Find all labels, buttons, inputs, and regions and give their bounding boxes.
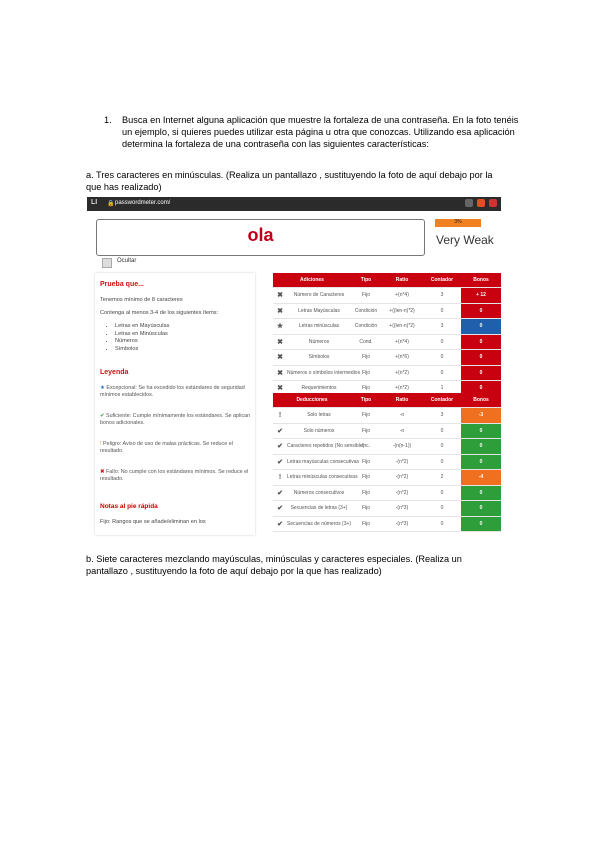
criterion-count: 0 — [423, 516, 461, 532]
criterion-name: Números consecutivos — [287, 485, 351, 501]
header-cell: Contador — [423, 393, 461, 408]
criterion-rate: +(n*2) — [381, 381, 423, 397]
criterion-bonus: 0 — [461, 303, 501, 319]
deductions-table — [273, 393, 501, 532]
criterion-rate: -n — [381, 408, 423, 424]
cross-icon: ✖ — [273, 381, 287, 397]
table-row — [273, 334, 501, 350]
criterion-bonus: 0 — [461, 350, 501, 366]
strength-meter — [435, 219, 481, 227]
criterion-count: 3 — [423, 288, 461, 304]
list-item: • Letras en Mayúsculas — [115, 323, 169, 331]
sidebar-heading-notes: Notas al pie rápida — [100, 503, 158, 510]
criterion-type: Fijo — [351, 288, 381, 304]
criterion-bonus: 0 — [461, 516, 501, 532]
table-row — [273, 439, 501, 455]
criterion-rate: -(n*3) — [381, 516, 423, 532]
header-cell: Bonos — [461, 393, 501, 408]
table-row — [273, 485, 501, 501]
header-cell: Tipo — [351, 393, 381, 408]
password-input[interactable] — [96, 219, 425, 256]
criterion-type: Fijo — [351, 516, 381, 532]
table-row — [273, 288, 501, 304]
criterion-rate: +((len-n)*2) — [381, 319, 423, 335]
list-item: • Símbolos — [115, 346, 169, 354]
strength-percent: 3% — [454, 219, 462, 225]
criterion-type: Cond. — [351, 334, 381, 350]
header-cell: Contador — [423, 273, 461, 288]
cross-icon: ✖ — [273, 350, 287, 366]
criterion-name: Letras minúsculas consecutivas — [287, 470, 351, 486]
criterion-count: 1 — [423, 381, 461, 397]
footnote-text: Fijo: Rangos que se añade/eliminan en los — [100, 519, 206, 525]
legend-text: Excepcional: Se ha excedido los estándares de seguridad mínimos establecidos. — [100, 385, 245, 399]
header-cell: Ratio — [381, 393, 423, 408]
criterion-type: Fijo — [351, 485, 381, 501]
check-icon: ✔ — [273, 454, 287, 470]
header-cell: Deducciones — [273, 393, 351, 408]
table-row — [273, 365, 501, 381]
criterion-rate: +(n*2) — [381, 365, 423, 381]
exclamation-icon: ! — [273, 408, 287, 424]
legend-text: Peligro: Aviso de uso de malas prácticas. Se reduce el resultado. — [100, 441, 233, 455]
requirements-list — [107, 323, 169, 353]
criterion-name: Letras mayúsculas consecutivas — [287, 454, 351, 470]
cross-icon: ✖ — [273, 288, 287, 304]
criterion-type: Inc. — [351, 439, 381, 455]
criterion-type: Fijo — [351, 365, 381, 381]
criterion-type: Fijo — [351, 501, 381, 517]
criterion-rate: -(n*2) — [381, 470, 423, 486]
strength-verdict: Very Weak — [436, 233, 494, 247]
criterion-name: Secuencias de números (3+) — [287, 516, 351, 532]
criterion-count: 0 — [423, 303, 461, 319]
header-cell: Tipo — [351, 273, 381, 288]
criterion-name: Símbolos — [287, 350, 351, 366]
criterion-count: 0 — [423, 423, 461, 439]
criterion-name: Solo números — [287, 423, 351, 439]
criterion-rate: +(n*4) — [381, 334, 423, 350]
table-row — [273, 470, 501, 486]
legend-text: Suficiente: Cumple mínimamente los estándares. Se aplican bonos adicionales. — [100, 413, 251, 427]
legend-item — [100, 469, 252, 483]
additions-table — [273, 273, 501, 397]
criterion-type: Fijo — [351, 454, 381, 470]
hide-label: Ocultar — [117, 258, 137, 264]
criterion-bonus: 0 — [461, 365, 501, 381]
brave-shield-icon[interactable] — [477, 199, 485, 207]
criterion-bonus: 0 — [461, 485, 501, 501]
criterion-count: 0 — [423, 501, 461, 517]
criterion-bonus: 0 — [461, 334, 501, 350]
notification-icon[interactable] — [489, 199, 497, 207]
additions-header — [273, 273, 501, 288]
legend-text: Fallo: No cumple con los estándares mínimos. Se reduce el resultado. — [100, 469, 249, 483]
cross-icon: ✖ — [100, 469, 107, 475]
criterion-rate: +(n*4) — [381, 288, 423, 304]
criterion-name: Letras Mayúsculas — [287, 303, 351, 319]
criterion-rate: -(n*2) — [381, 454, 423, 470]
cross-icon: ✖ — [273, 334, 287, 350]
header-cell: Bonos — [461, 273, 501, 288]
criterion-count: 2 — [423, 470, 461, 486]
table-row — [273, 319, 501, 335]
criterion-type: Condición — [351, 303, 381, 319]
criterion-name: Solo letras — [287, 408, 351, 424]
instruction-paragraph: Busca en Internet alguna aplicación que muestre la fortaleza de una contraseña. En la foto tenéis un ejemplo, si quieres puedes utilizar esta página u otra que conozcas. Utilizando esa aplicación determina la fortaleza de una contraseña con las siguientes características: — [122, 115, 519, 149]
criterion-rate: -n — [381, 423, 423, 439]
check-icon: ✔ — [273, 516, 287, 532]
criterion-count: 0 — [423, 454, 461, 470]
criterion-name: Letras minúsculas — [287, 319, 351, 335]
table-row — [273, 350, 501, 366]
table-row — [273, 423, 501, 439]
table-row — [273, 303, 501, 319]
check-icon: ✔ — [273, 501, 287, 517]
deductions-header — [273, 393, 501, 408]
criterion-rate: -(n*3) — [381, 501, 423, 517]
criterion-rate: -(n*2) — [381, 485, 423, 501]
hide-checkbox[interactable] — [102, 258, 112, 268]
check-icon: ✔ — [100, 413, 107, 419]
embedded-screenshot — [87, 197, 501, 535]
criterion-name: Números o símbolos intermedios — [287, 365, 351, 381]
criterion-count: 0 — [423, 334, 461, 350]
criterion-rate: +((len-n)*2) — [381, 303, 423, 319]
sidebar-heading-legend: Leyenda — [100, 369, 129, 376]
criterion-bonus: + 12 — [461, 288, 501, 304]
criterion-name: Requerimientos — [287, 381, 351, 397]
cross-icon: ✖ — [273, 303, 287, 319]
criterion-rate: -(n(n-1)) — [381, 439, 423, 455]
legend-item — [100, 385, 252, 399]
list-item: • Números — [115, 338, 169, 346]
table-row — [273, 408, 501, 424]
criterion-count: 3 — [423, 319, 461, 335]
check-icon: ✔ — [273, 485, 287, 501]
lock-icon: 🔒 — [107, 201, 115, 207]
exclamation-icon: ! — [100, 441, 103, 447]
criterion-name: Números — [287, 334, 351, 350]
criterion-count: 0 — [423, 485, 461, 501]
browser-toolbar — [87, 197, 501, 211]
table-row — [273, 516, 501, 532]
criterion-type: Fijo — [351, 408, 381, 424]
star-icon: ★ — [100, 385, 107, 391]
table-row — [273, 501, 501, 517]
min-length-text: Tenemos mínimo de 8 caracteres — [100, 297, 183, 303]
cross-icon: ✖ — [273, 365, 287, 381]
criterion-count: 0 — [423, 350, 461, 366]
criterion-count: 0 — [423, 365, 461, 381]
star-icon: ★ — [273, 319, 287, 335]
sidebar-heading-test: Prueba que... — [100, 281, 144, 288]
criterion-bonus: 0 — [461, 439, 501, 455]
criterion-name: Caracteres repetidos (No sensible) — [287, 439, 351, 455]
criterion-bonus: 0 — [461, 423, 501, 439]
criterion-bonus: 0 — [461, 319, 501, 335]
criterion-bonus: 0 — [461, 501, 501, 517]
url-text: passwordmeter.com/ — [115, 200, 171, 206]
criterion-bonus: 0 — [461, 454, 501, 470]
key-icon[interactable] — [465, 199, 473, 207]
info-sidebar — [95, 273, 255, 535]
table-row — [273, 454, 501, 470]
requirements-text: Contenga al menos 3-4 de los siguientes ítems: — [100, 310, 219, 316]
criterion-type: Fijo — [351, 381, 381, 397]
legend-item — [100, 441, 252, 455]
criterion-bonus: -4 — [461, 470, 501, 486]
criterion-bonus: 0 — [461, 381, 501, 397]
address-bar[interactable] — [107, 200, 407, 209]
criterion-name: Número de Caracteres — [287, 288, 351, 304]
subtask-a: a. Tres caracteres en minúsculas. (Realiza un pantallazo , sustituyendo la foto de aquí debajo por la que has realizado) — [86, 170, 493, 192]
criterion-type: Fijo — [351, 423, 381, 439]
criterion-bonus: -3 — [461, 408, 501, 424]
criterion-type: Condición — [351, 319, 381, 335]
header-cell: Adiciones — [273, 273, 351, 288]
legend-item — [100, 413, 252, 427]
criterion-type: Fijo — [351, 470, 381, 486]
exclamation-icon: ! — [273, 470, 287, 486]
check-icon: ✔ — [273, 423, 287, 439]
password-value: ola — [247, 225, 274, 245]
criterion-count: 3 — [423, 408, 461, 424]
check-icon: ✔ — [273, 439, 287, 455]
criterion-type: Fijo — [351, 350, 381, 366]
criterion-rate: +(n*6) — [381, 350, 423, 366]
criterion-count: 0 — [423, 439, 461, 455]
browser-extensions — [465, 199, 497, 207]
list-item: • Letras en Minúsculas — [115, 331, 169, 339]
criterion-name: Secuencias de letras (3+) — [287, 501, 351, 517]
subtask-b: b. Siete caracteres mezclando mayúsculas, minúsculas y caracteres especiales. (Realiza un pantallazo , sustituyendo la foto de aquí debajo por la que has realizado) — [86, 554, 462, 576]
header-cell: Ratio — [381, 273, 423, 288]
list-number: 1. — [104, 115, 112, 125]
profile-initials[interactable]: LI — [91, 199, 98, 206]
